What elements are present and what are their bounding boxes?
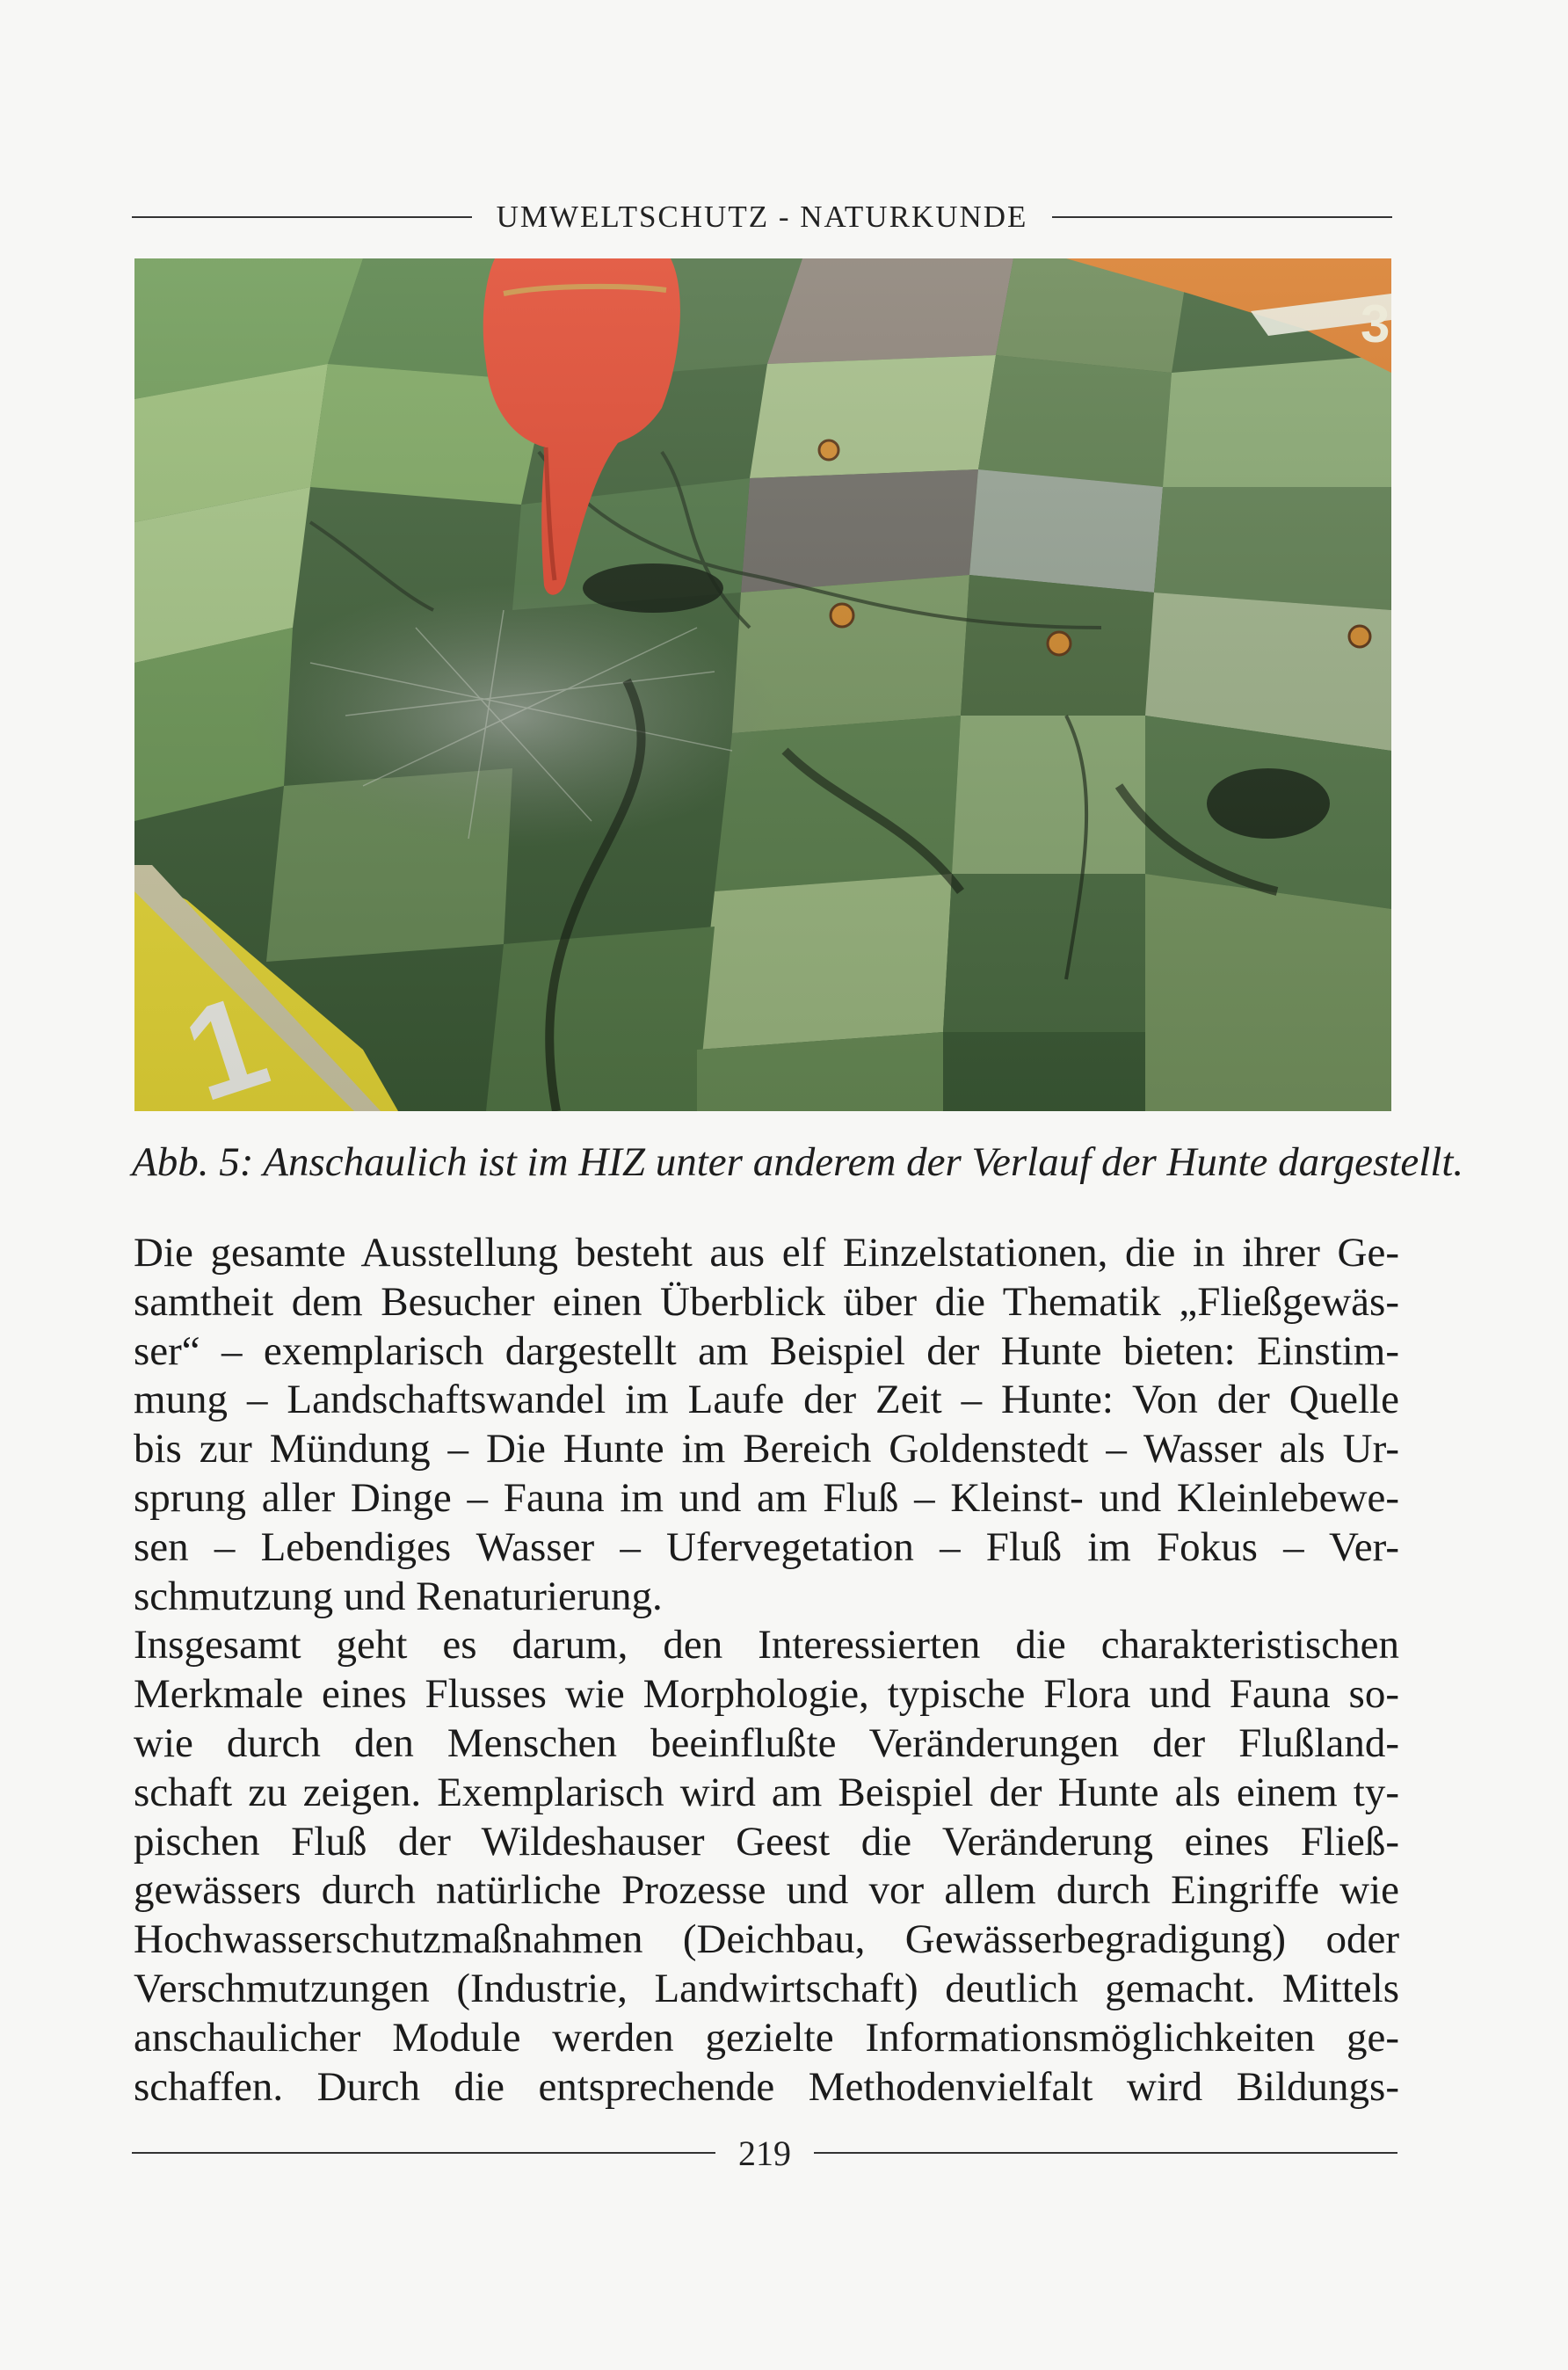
body-line: pischen Fluß der Wildeshauser Geest die Veränderung eines Fließ- — [134, 1818, 1399, 1865]
page-number: 219 — [738, 2133, 791, 2173]
figure-caption: Abb. 5: Anschaulich ist im HIZ unter anderem der Verlauf der Hunte dargestellt. — [132, 1139, 1464, 1185]
body-line: schaffen. Durch die entsprechende Methodenvielfalt wird Bildungs- — [134, 2063, 1399, 2110]
body-line: gewässers durch natürliche Prozesse und vor allem durch Eingriffe wie — [134, 1867, 1399, 1914]
body-line: samtheit dem Besucher einen Überblick über die Thematik „Fließgewäs- — [134, 1278, 1399, 1325]
body-line: anschaulicher Module werden gezielte Informationsmöglichkeiten ge- — [134, 2014, 1399, 2061]
body-line: schaft zu zeigen. Exemplarisch wird am Beispiel der Hunte als einem ty- — [134, 1769, 1399, 1815]
body-line: mung – Landschaftswandel im Laufe der Zeit – Hunte: Von der Quelle — [134, 1377, 1399, 1423]
page-footer — [132, 2131, 1397, 2175]
running-header — [132, 195, 1392, 239]
body-line: Insgesamt geht es darum, den Interessierten die charakteristischen — [134, 1622, 1399, 1668]
photo-illustration — [134, 258, 1391, 1111]
body-line: bis zur Mündung – Die Hunte im Bereich Goldenstedt – Wasser als Ur- — [134, 1426, 1399, 1472]
header-title: UMWELTSCHUTZ - NATURKUNDE — [496, 200, 1028, 234]
body-line: sen – Lebendiges Wasser – Ufervegetation – Fluß im Fokus – Ver- — [134, 1523, 1399, 1570]
header-rule-left — [132, 216, 472, 218]
footer-rule-left — [132, 2152, 715, 2154]
body-line: sprung aller Dinge – Fauna im und am Fluß – Kleinst- und Kleinlebewe- — [134, 1474, 1399, 1521]
body-line: wie durch den Menschen beeinflußte Veränderungen der Flußland- — [134, 1719, 1399, 1766]
body-line: schmutzung und Renaturierung. — [134, 1573, 663, 1619]
body-line: Hochwasserschutzmaßnahmen (Deichbau, Gewässerbegradigung) oder — [134, 1916, 1399, 1963]
body-line: Die gesamte Ausstellung besteht aus elf Einzelstationen, die in ihrer Ge- — [134, 1230, 1399, 1276]
body-line: Merkmale eines Flusses wie Morphologie, typische Flora und Fauna so- — [134, 1671, 1399, 1718]
footer-rule-right — [814, 2152, 1397, 2154]
aerial-map-photo — [134, 258, 1391, 1111]
body-line: ser“ – exemplarisch dargestellt am Beispiel der Hunte bieten: Einstim- — [134, 1327, 1399, 1374]
header-rule-right — [1052, 216, 1392, 218]
body-text — [134, 1229, 1399, 2112]
body-line: Verschmutzungen (Industrie, Landwirtschaft) deutlich gemacht. Mittels — [134, 1965, 1399, 2011]
